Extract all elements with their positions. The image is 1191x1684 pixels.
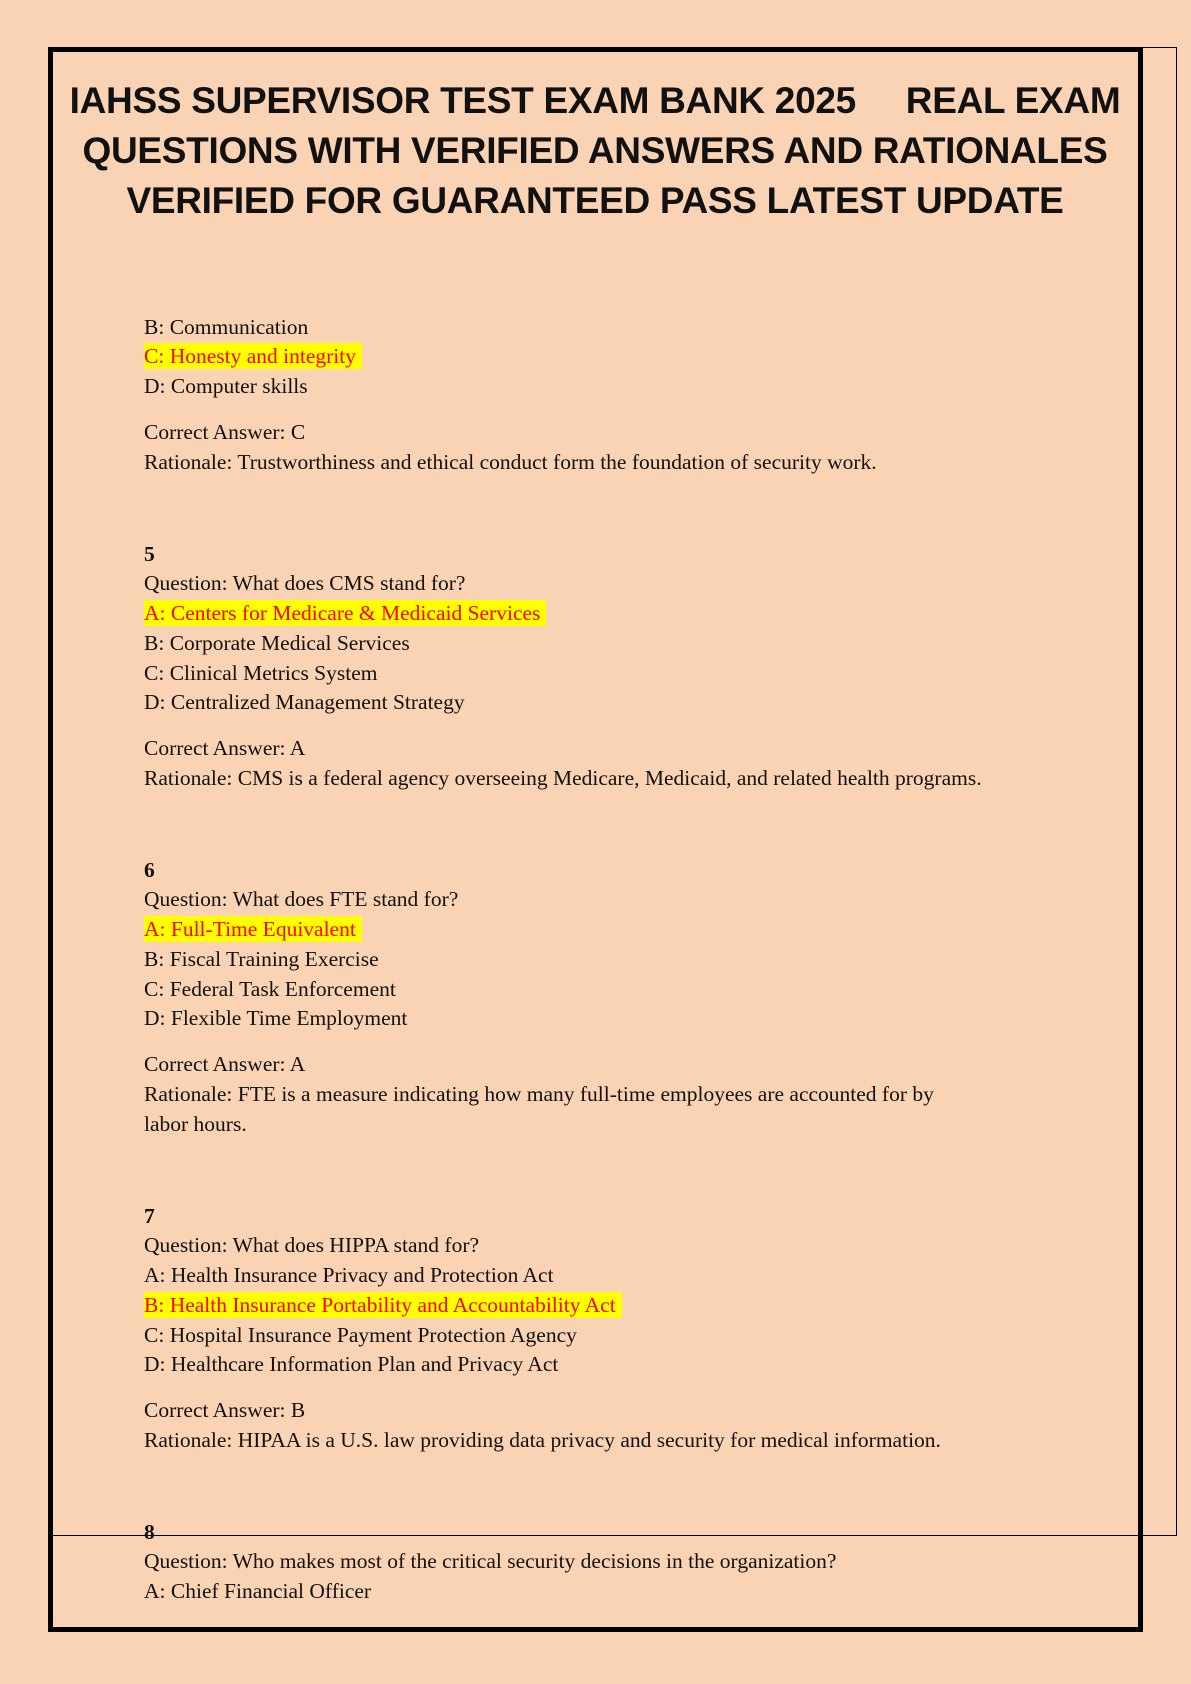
q5-question: Question: What does CMS stand for? — [144, 571, 466, 595]
q5-option-a-highlight: A: Centers for Medicare & Medicaid Services — [144, 600, 546, 626]
q7-option-a: A: Health Insurance Privacy and Protection Act — [144, 1263, 554, 1287]
page-border — [48, 47, 1143, 1632]
q7-option-c: C: Hospital Insurance Payment Protection Agency — [144, 1323, 577, 1347]
q7-correct-answer: Correct Answer: B — [144, 1398, 306, 1422]
q8-option-a: A: Chief Financial Officer — [144, 1579, 372, 1603]
q6-rationale-line-2: labor hours. — [144, 1112, 247, 1136]
q6-option-b: B: Fiscal Training Exercise — [144, 947, 379, 971]
q5-option-a — [144, 600, 546, 626]
q5-number: 5 — [144, 542, 155, 566]
q6-question: Question: What does FTE stand for? — [144, 887, 459, 911]
q6-option-c: C: Federal Task Enforcement — [144, 977, 396, 1001]
q4-option-c-highlight: C: Honesty and integrity — [144, 343, 362, 369]
border-top-extension — [1140, 47, 1177, 48]
q6-option-a-highlight: A: Full-Time Equivalent — [144, 916, 362, 942]
q8-question: Question: Who makes most of the critical security decisions in the organization? — [144, 1549, 837, 1573]
q6-option-a — [144, 916, 362, 942]
border-horizontal-line — [50, 1535, 1177, 1536]
border-right-line — [1176, 47, 1177, 1536]
q6-option-d: D: Flexible Time Employment — [144, 1006, 408, 1030]
q6-correct-answer: Correct Answer: A — [144, 1052, 306, 1076]
q4-option-c — [144, 343, 362, 369]
q7-option-b-highlight: B: Health Insurance Portability and Accountability Act — [144, 1292, 622, 1318]
q7-option-d: D: Healthcare Information Plan and Privacy Act — [144, 1352, 559, 1376]
q5-rationale: Rationale: CMS is a federal agency overseeing Medicare, Medicaid, and related health programs. — [144, 766, 982, 790]
q5-option-b: B: Corporate Medical Services — [144, 631, 410, 655]
q4-option-d: D: Computer skills — [144, 374, 308, 398]
document-title: IAHSS SUPERVISOR TEST EXAM BANK 2025 REAL EXAM QUESTIONS WITH VERIFIED ANSWERS AND RATIONALES VERIFIED FOR GUARANTEED PASS LATEST UPDATE — [69, 80, 1131, 221]
q6-number: 6 — [144, 858, 155, 882]
q7-rationale: Rationale: HIPAA is a U.S. law providing data privacy and security for medical information. — [144, 1428, 941, 1452]
q4-option-b: B: Communication — [144, 315, 309, 339]
q5-option-d: D: Centralized Management Strategy — [144, 690, 465, 714]
q5-correct-answer: Correct Answer: A — [144, 736, 306, 760]
q7-number: 7 — [144, 1204, 155, 1228]
q7-question: Question: What does HIPPA stand for? — [144, 1233, 480, 1257]
q4-rationale: Rationale: Trustworthiness and ethical conduct form the foundation of security work. — [144, 450, 877, 474]
q5-option-c: C: Clinical Metrics System — [144, 661, 378, 685]
q6-rationale-line-1: Rationale: FTE is a measure indicating how many full-time employees are accounted for by — [144, 1082, 934, 1106]
q4-correct-answer: Correct Answer: C — [144, 420, 306, 444]
q7-option-b — [144, 1292, 622, 1318]
q8-number: 8 — [144, 1520, 155, 1544]
